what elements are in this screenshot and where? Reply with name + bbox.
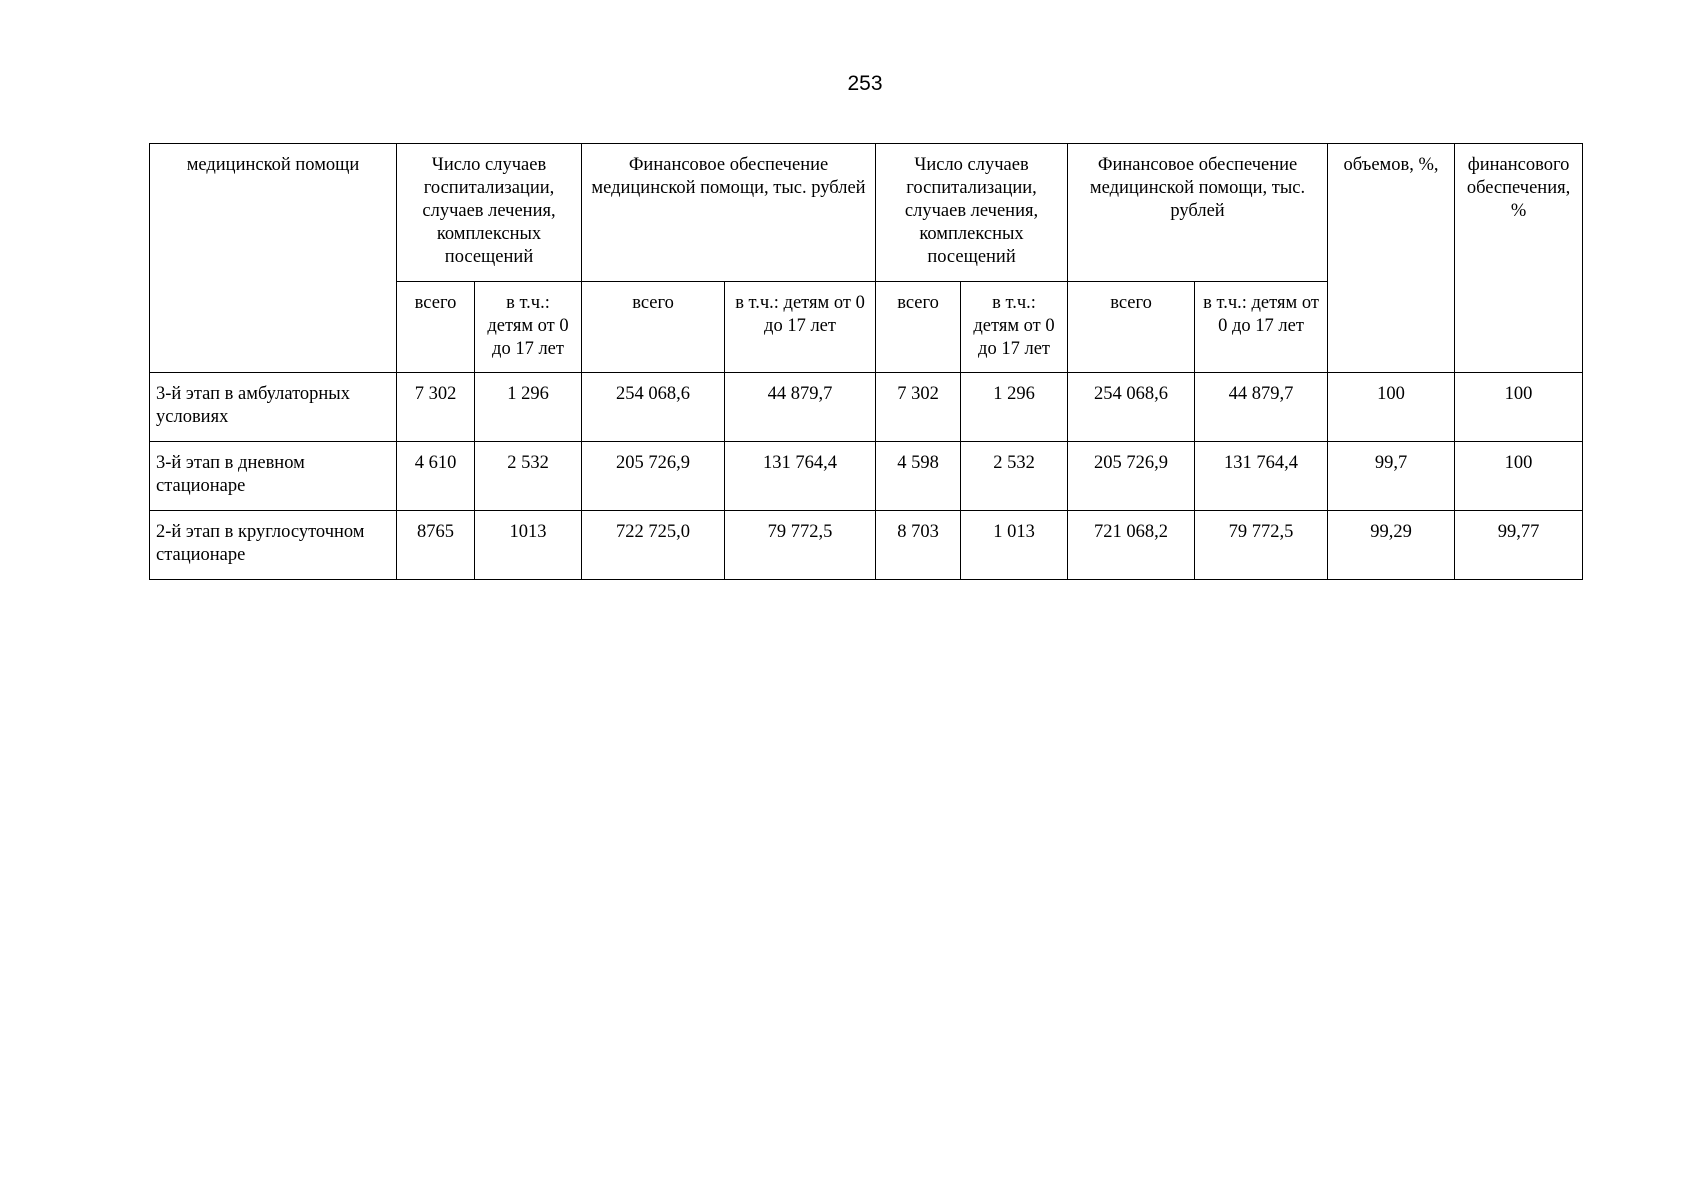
table-row [150,442,1583,511]
table-cell: 2 532 [961,442,1068,511]
row-label: 2-й этап в круглосуточном стационаре [150,511,397,580]
header-volumes-percent: объемов, %, [1328,144,1455,373]
table-cell: 131 764,4 [1195,442,1328,511]
header-cases-group-actual: Число случаев госпитализации, случаев лечения, комплексных посещений [876,144,1068,282]
table-cell: 131 764,4 [725,442,876,511]
table-cell: 79 772,5 [725,511,876,580]
data-table [149,143,1583,580]
table-cell: 100 [1455,373,1583,442]
table-cell: 7 302 [397,373,475,442]
subheader-total: всего [876,282,961,373]
table-cell: 8765 [397,511,475,580]
subheader-children: в т.ч.: детям от 0 до 17 лет [475,282,582,373]
subheader-children: в т.ч.: детям от 0 до 17 лет [1195,282,1328,373]
row-label: 3-й этап в дневном стационаре [150,442,397,511]
table-cell: 7 302 [876,373,961,442]
table-cell: 254 068,6 [582,373,725,442]
table-cell: 99,29 [1328,511,1455,580]
table-cell: 722 725,0 [582,511,725,580]
header-finance-group: Финансовое обеспечение медицинской помощи, тыс. рублей [582,144,876,282]
subheader-total: всего [1068,282,1195,373]
table-row [150,511,1583,580]
table-cell: 44 879,7 [725,373,876,442]
header-finance-group-actual: Финансовое обеспечение медицинской помощи, тыс. рублей [1068,144,1328,282]
subheader-total: всего [582,282,725,373]
table-header-row [150,144,1583,282]
table-row [150,373,1583,442]
table-cell: 79 772,5 [1195,511,1328,580]
table-cell: 99,77 [1455,511,1583,580]
subheader-children: в т.ч.: детям от 0 до 17 лет [725,282,876,373]
table-cell: 4 598 [876,442,961,511]
table-cell: 721 068,2 [1068,511,1195,580]
table-cell: 1013 [475,511,582,580]
table-cell: 4 610 [397,442,475,511]
header-cases-group: Число случаев госпитализации, случаев лечения, комплексных посещений [397,144,582,282]
header-care-type: медицинской помощи [150,144,397,373]
table-cell: 2 532 [475,442,582,511]
table-cell: 99,7 [1328,442,1455,511]
row-label: 3-й этап в амбулаторных условиях [150,373,397,442]
table-cell: 1 296 [475,373,582,442]
table-cell: 100 [1328,373,1455,442]
table-cell: 8 703 [876,511,961,580]
subheader-children: в т.ч.: детям от 0 до 17 лет [961,282,1068,373]
table-cell: 205 726,9 [582,442,725,511]
subheader-total: всего [397,282,475,373]
table-cell: 254 068,6 [1068,373,1195,442]
table-cell: 205 726,9 [1068,442,1195,511]
table-cell: 44 879,7 [1195,373,1328,442]
header-finance-percent: финансового обеспечения, % [1455,144,1583,373]
table-cell: 1 013 [961,511,1068,580]
page-number: 253 [847,72,883,95]
table-cell: 100 [1455,442,1583,511]
table-cell: 1 296 [961,373,1068,442]
